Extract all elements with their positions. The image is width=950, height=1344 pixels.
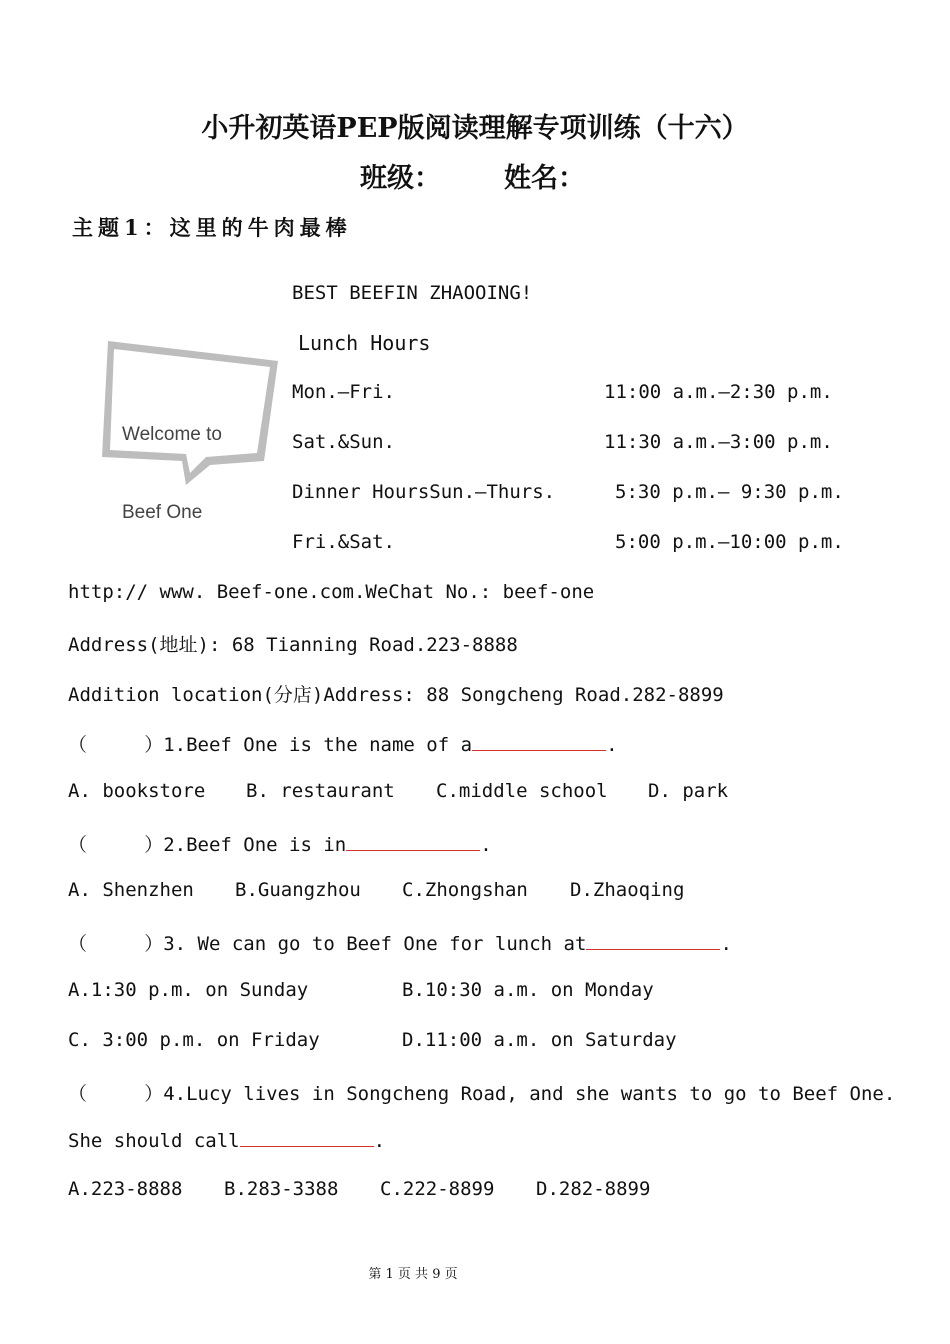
answer-blank[interactable] [240, 1128, 374, 1147]
question-4-end: . [373, 1130, 386, 1152]
question-3 [68, 929, 732, 956]
option-a: A.223-8888 [68, 1178, 183, 1200]
question-4-line-2 [68, 1128, 385, 1152]
topic-heading: 主题1：这里的牛肉最棒 [72, 215, 352, 240]
class-label: 班级： [360, 163, 441, 194]
answer-blank[interactable] [472, 732, 606, 751]
answer-blank[interactable] [346, 832, 480, 851]
hours-row-time: 5:00 p.m.—10:00 p.m. [615, 531, 844, 553]
option-d: D.Zhaoqing [570, 879, 685, 901]
option-d: D.282-8899 [536, 1178, 651, 1200]
addition-address-line: Addition location(分店)Address: 88 Songcheng Road.282-8899 [68, 684, 724, 706]
question-1 [68, 730, 618, 757]
question-2-stem: （ ）2.Beef One is in [68, 834, 347, 856]
option-b: B.10:30 a.m. on Monday [402, 979, 654, 1001]
question-2-end: . [480, 834, 492, 856]
question-1-stem: （ ）1.Beef One is the name of a [68, 734, 473, 756]
hours-row-label: Mon.—Fri. [292, 381, 395, 403]
hours-row-label: Dinner HoursSun.—Thurs. [292, 481, 556, 503]
name-label: 姓名： [504, 163, 585, 194]
question-3-end: . [720, 933, 732, 955]
hours-row-time: 11:00 a.m.—2:30 p.m. [604, 381, 833, 403]
question-3-stem: （ ）3. We can go to Beef One for lunch at [68, 933, 587, 955]
option-a: A. bookstore [68, 780, 206, 802]
page-number: 第 1 页 共 9 页 [368, 1267, 458, 1282]
option-d: D.11:00 a.m. on Saturday [402, 1029, 677, 1051]
lunch-hours-title: Lunch Hours [298, 331, 431, 355]
sign-line-2: Beef One [122, 502, 203, 523]
option-b: B.Guangzhou [235, 879, 361, 901]
ad-headline: BEST BEEFIN ZHAOOING! [292, 282, 533, 304]
option-c: C.Zhongshan [402, 879, 528, 901]
question-4-stem: She should call [68, 1130, 240, 1152]
option-b: B. restaurant [246, 780, 395, 802]
option-a: A.1:30 p.m. on Sunday [68, 979, 309, 1001]
option-a: A. Shenzhen [68, 879, 194, 901]
sign-line-1: Welcome to [122, 424, 222, 445]
welcome-sign-image [84, 318, 274, 523]
answer-blank[interactable] [586, 931, 720, 950]
page-title: 小升初英语PEP版阅读理解专项训练（十六） [201, 113, 749, 144]
hours-row-label: Sat.&Sun. [292, 431, 395, 453]
address-line: Address(地址): 68 Tianning Road.223-8888 [68, 634, 518, 656]
question-1-end: . [606, 734, 618, 756]
option-c: C.middle school [436, 780, 608, 802]
option-b: B.283-3388 [224, 1178, 339, 1200]
hours-row-label: Fri.&Sat. [292, 531, 395, 553]
option-d: D. park [648, 780, 729, 802]
question-4: （ ）4.Lucy lives in Songcheng Road, and she wants to go to Beef One. [68, 1083, 896, 1105]
website-line: http:// www. Beef-one.com.WeChat No.: beef-one [68, 581, 595, 603]
option-c: C. 3:00 p.m. on Friday [68, 1029, 320, 1051]
hours-row-time: 5:30 p.m.— 9:30 p.m. [615, 481, 844, 503]
question-2 [68, 830, 492, 857]
option-c: C.222-8899 [380, 1178, 495, 1200]
hours-row-time: 11:30 a.m.—3:00 p.m. [604, 431, 833, 453]
